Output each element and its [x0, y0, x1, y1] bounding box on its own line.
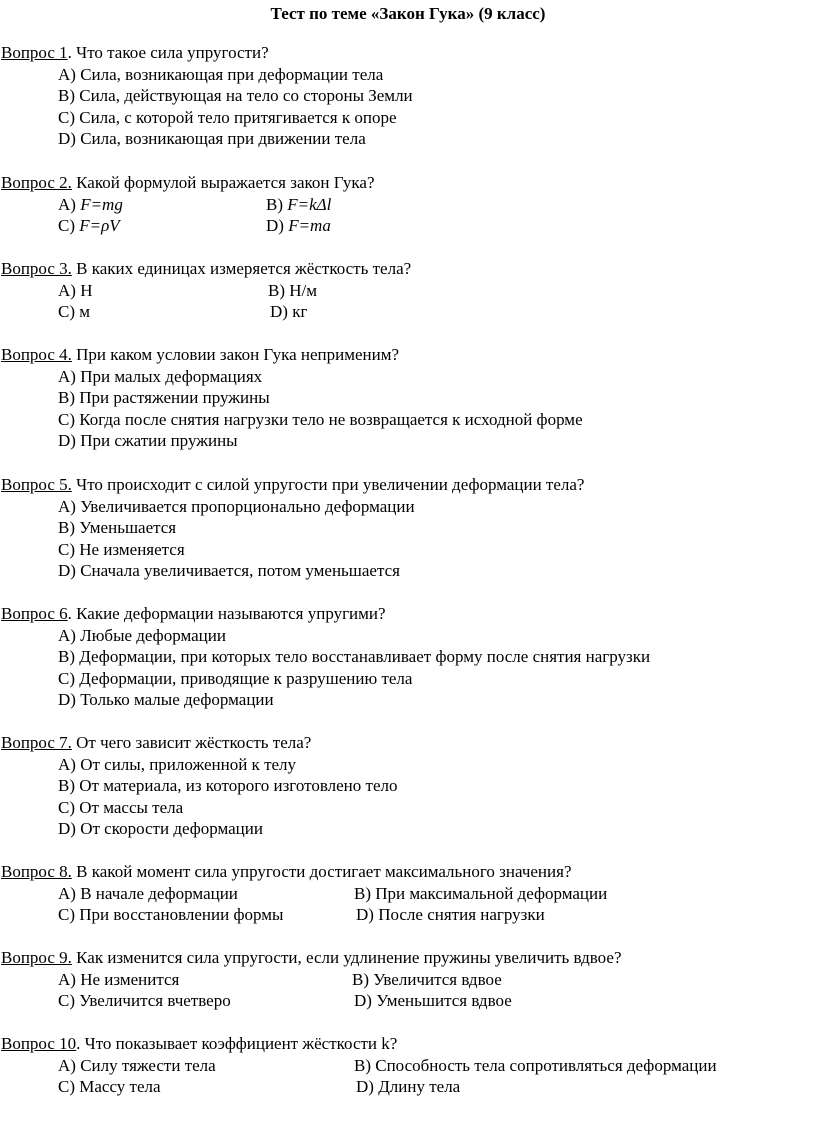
- page-title: Тест по теме «Закон Гука» (9 класс): [270, 4, 546, 23]
- answer-option-d[interactable]: D) Уменьшится вдвое: [354, 991, 512, 1010]
- question-7: [1, 732, 811, 840]
- answer-option-a[interactable]: А) В начале деформации: [58, 883, 238, 903]
- answer-option-a[interactable]: А) Силу тяжести тела: [58, 1055, 216, 1075]
- answer-option-c[interactable]: С) Сила, с которой тело притягивается к опоре: [58, 107, 397, 127]
- question-label: Вопрос 8.: [1, 862, 72, 881]
- question-8: [1, 861, 811, 926]
- question-label: Вопрос 7.: [1, 733, 72, 752]
- question-text: От чего зависит жёсткость тела?: [76, 733, 312, 752]
- answer-option-b[interactable]: В) От материала, из которого изготовлено тело: [58, 776, 398, 795]
- question-9: [1, 947, 811, 1012]
- answer-option-c[interactable]: С) м: [58, 302, 91, 321]
- question-label: Вопрос 4.: [1, 345, 72, 364]
- formula: F=mg: [80, 194, 123, 214]
- question-text: В каких единицах измеряется жёсткость тела?: [76, 259, 412, 278]
- answer-option-c[interactable]: С) Когда после снятия нагрузки тело не возвращается к исходной форме: [58, 409, 583, 429]
- answer-option-d[interactable]: D) Длину тела: [356, 1077, 461, 1096]
- answer-option-d[interactable]: D) кг: [270, 302, 308, 321]
- answer-option-a[interactable]: А) Не изменится: [58, 969, 180, 989]
- answer-option-b[interactable]: В) Н/м: [268, 280, 318, 300]
- question-label: Вопрос 1: [1, 43, 68, 62]
- question-6: Вопрос 6. Какие деформации называются упругими? А) Любые деформации В) Деформации, при которых тело восстанавливает форму после снятия нагрузки С) Деформации, приводящие к разрушению тела D) Только малые деформации: [1, 604, 651, 709]
- question-text: Что такое сила упругости?: [76, 43, 269, 62]
- question-text: При каком условии закон Гука неприменим?: [76, 345, 400, 364]
- formula: F=ρV: [79, 216, 120, 235]
- answer-option-c[interactable]: С) Деформации, приводящие к разрушению тела: [58, 668, 413, 688]
- answer-option-a[interactable]: А) Сила, возникающая при деформации тела: [58, 64, 384, 84]
- question-text: Что происходит с силой упругости при увеличении деформации тела?: [76, 475, 585, 494]
- answer-option-b[interactable]: В) Увеличится вдвое: [352, 969, 502, 989]
- answer-option-b[interactable]: В) Уменьшается: [58, 518, 177, 537]
- formula: F=ma: [288, 216, 331, 235]
- question-text: Какие деформации называются упругими?: [76, 604, 386, 623]
- question-label: Вопрос 9.: [1, 948, 72, 967]
- answer-option-c[interactable]: С) При восстановлении формы: [58, 905, 284, 924]
- answer-option-a[interactable]: А) От силы, приложенной к телу: [58, 754, 297, 774]
- question-text: Как изменится сила упругости, если удлинение пружины увеличить вдвое?: [76, 948, 622, 967]
- question-label: Вопрос 5.: [1, 475, 72, 494]
- question-text: Какой формулой выражается закон Гука?: [76, 173, 375, 192]
- answer-option-d[interactable]: D) Сила, возникающая при движении тела: [58, 129, 366, 148]
- answer-option-a[interactable]: А) Любые деформации: [58, 625, 226, 645]
- answer-option-b[interactable]: В) При максимальной деформации: [354, 883, 608, 903]
- question-line: Вопрос 1. Что такое сила упругости?: [1, 43, 269, 62]
- answer-option-b[interactable]: В) Деформации, при которых тело восстанавливает форму после снятия нагрузки: [58, 647, 651, 666]
- answer-option-a[interactable]: А) Н: [58, 280, 93, 300]
- question-3: [1, 258, 811, 323]
- answer-option-c[interactable]: С) F=ρV: [58, 216, 120, 235]
- answer-option-d[interactable]: D) F=ma: [266, 216, 331, 235]
- question-label: Вопрос 6: [1, 604, 68, 623]
- question-10: Вопрос 10. Что показывает коэффициент жёсткости k? А) Силу тяжести тела В) Способность тела сопротивляться деформации С) Массу тела D) Длину тела: [1, 1034, 717, 1096]
- question-text: В какой момент сила упругости достигает максимального значения?: [76, 862, 572, 881]
- answer-option-c[interactable]: С) От массы тела: [58, 797, 184, 817]
- question-4: [1, 344, 811, 452]
- question-label: Вопрос 10: [1, 1034, 77, 1053]
- question-5: [1, 474, 811, 582]
- answer-option-d[interactable]: D) Сначала увеличивается, потом уменьшается: [58, 561, 400, 580]
- answer-option-d[interactable]: D) После снятия нагрузки: [356, 905, 545, 924]
- answer-option-b[interactable]: В) Способность тела сопротивляться деформации: [354, 1055, 717, 1075]
- question-text: Что показывает коэффициент жёсткости k?: [84, 1034, 398, 1053]
- answer-option-c[interactable]: С) Массу тела: [58, 1077, 161, 1096]
- question-label: Вопрос 2.: [1, 173, 72, 192]
- answer-option-c[interactable]: С) Не изменяется: [58, 539, 185, 559]
- answer-option-a[interactable]: А) Увеличивается пропорционально деформации: [58, 496, 415, 516]
- answer-option-b[interactable]: В) При растяжении пружины: [58, 388, 270, 407]
- question-2: [1, 172, 811, 237]
- answer-option-a[interactable]: А) При малых деформациях: [58, 366, 263, 386]
- answer-option-c[interactable]: С) Увеличится вчетверо: [58, 991, 231, 1010]
- answer-option-b[interactable]: В) Сила, действующая на тело со стороны Земли: [58, 86, 413, 105]
- answer-option-d[interactable]: D) При сжатии пружины: [58, 431, 238, 450]
- answer-option-a[interactable]: А) F=mg: [58, 194, 123, 214]
- question-label: Вопрос 3.: [1, 259, 72, 278]
- answer-option-b[interactable]: В) F=kΔl: [266, 194, 332, 214]
- answer-option-d[interactable]: D) От скорости деформации: [58, 819, 263, 838]
- answer-option-d[interactable]: D) Только малые деформации: [58, 690, 274, 709]
- question-1: [1, 42, 811, 150]
- formula: F=kΔl: [287, 194, 332, 214]
